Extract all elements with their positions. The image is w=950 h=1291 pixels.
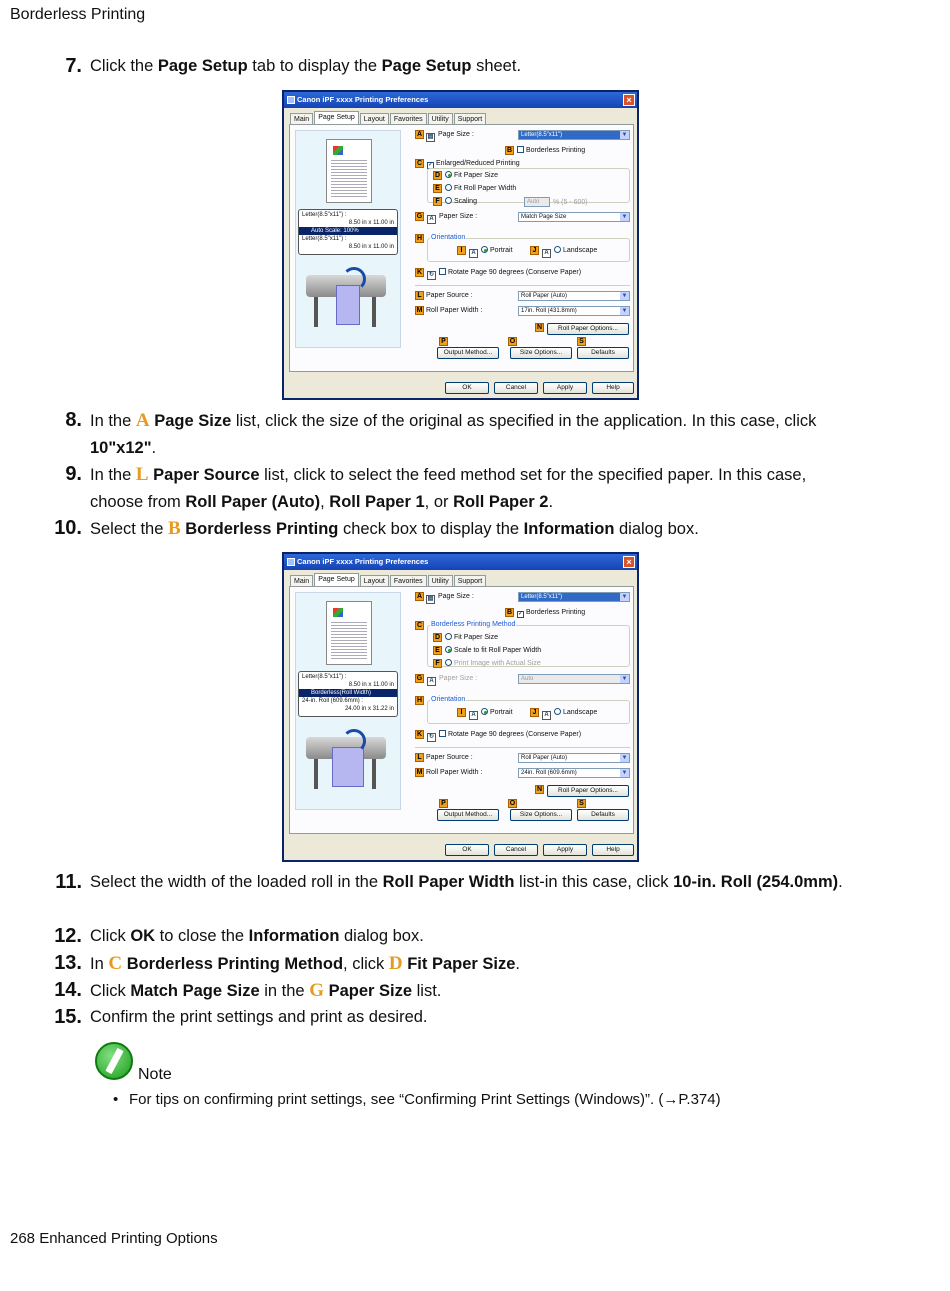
page-size-icon: ▤ [427,134,434,140]
landscape-icon: A [542,711,551,720]
callout-l: L [415,291,424,300]
paper-source-label: Paper Source : [426,292,473,299]
ok-button[interactable]: OK [445,382,489,394]
landscape-radio[interactable]: A Landscape [542,708,597,720]
step-number: 9. [65,463,82,485]
callout-m: M [416,307,423,314]
tab-favorites[interactable]: Favorites [390,575,427,586]
rotate-checkbox[interactable]: ↻ Rotate Page 90 degrees (Conserve Paper) [428,269,582,278]
ok-button[interactable]: OK [445,844,489,856]
callout-g: G [416,213,423,220]
callout-i: I [457,246,466,255]
callout-e: E [433,184,442,193]
portrait-radio[interactable]: A Portrait [469,246,513,258]
callout-p: P [439,799,448,808]
paper-size-label: A Paper Size : [427,674,477,686]
callout-n: N [536,324,543,331]
scaling-range: % (5 - 600) [553,199,588,206]
step-text: Confirm the print settings and print as desired. [90,1008,428,1026]
dialog-title-bar [284,92,637,108]
tab-strip [290,112,487,124]
step-text: In C Borderless Printing Method, click D Fit Paper Size. [90,953,521,974]
callout-b: B [506,147,513,154]
borderless-method-title: Borderless Printing Method [431,621,516,628]
tab-utility[interactable]: Utility [428,113,453,124]
cancel-button[interactable]: Cancel [494,382,538,394]
chevron-down-icon: ▼ [621,770,628,776]
borderless-checkbox[interactable]: ✓ Borderless Printing [518,609,586,617]
step-number: 14. [54,979,82,1001]
chevron-down-icon: ▼ [621,308,628,314]
callout-k: K [416,731,423,738]
preview-pane [295,592,401,810]
page-footer: 268 Enhanced Printing Options [10,1230,218,1247]
help-button[interactable]: Help [592,844,634,856]
roll-paper-options-button[interactable]: Roll Paper Options... [547,323,629,335]
actual-size-radio[interactable]: Print Image with Actual Size [445,659,541,668]
callout-s: S [577,799,586,808]
note-link-text[interactable]: For tips on confirming print settings, see “Confirming Print Settings (Windows)”. (→P.374) [129,1091,721,1108]
size-info-box: Letter(8.5"x11") : 8.50 in x 11.00 in Auto Scale: 100% Letter(8.5"x11") : 8.50 in x 11.00 in [298,209,398,255]
defaults-button[interactable]: Defaults [577,347,629,359]
step-text: Click the Page Setup tab to display the Page Setup sheet. [90,57,522,75]
callout-o: O [509,338,516,345]
callout-l: L [415,753,424,762]
callout-a: A [416,593,423,600]
paper-source-label: Paper Source : [426,754,473,761]
step-number: 12. [54,925,82,947]
printer-illustration [306,725,394,795]
printing-preferences-dialog-1 [282,90,639,400]
step-text: Click Match Page Size in the G Paper Size list. [90,980,442,1001]
portrait-radio[interactable]: A Portrait [469,708,513,720]
enlarged-reduced-checkbox[interactable]: ✓ Enlarged/Reduced Printing [428,160,520,168]
callout-m: M [416,769,423,776]
roll-paper-options-button[interactable]: Roll Paper Options... [547,785,629,797]
tab-main[interactable]: Main [290,575,313,586]
fit-roll-width-radio[interactable]: Fit Roll Paper Width [445,184,516,193]
callout-k: K [416,269,423,276]
dialog-title: Canon iPF xxxx Printing Preferences [297,557,429,566]
tab-favorites[interactable]: Favorites [390,113,427,124]
size-options-button[interactable]: Size Options... [510,347,572,359]
callout-i: I [457,708,466,717]
note-item: • For tips on confirming print settings, see “Confirming Print Settings (Windows)”. (→P.374) [113,1091,721,1108]
feed-arrow-icon [342,267,366,291]
callout-a: A [416,131,423,138]
roll-paper-width-label: Roll Paper Width : [426,769,483,776]
orientation-title: Orientation [431,234,466,241]
step-number: 15. [54,1006,82,1028]
preview-pane [295,130,401,348]
portrait-icon: A [469,711,478,720]
apply-button[interactable]: Apply [543,382,587,394]
size-info-box: Letter(8.5"x11") : 8.50 in x 11.00 in Borderless(Roll Width) 24-in. Roll (609.6mm) : 24.00 in x 31.22 in [298,671,398,717]
note-title: Note [138,1066,172,1083]
printer-app-icon [287,558,295,566]
scale-roll-width-radio[interactable]: Scale to fit Roll Paper Width [445,646,541,655]
tab-strip [290,574,487,586]
paper-size-icon: A [427,677,436,686]
printer-app-icon [287,96,295,104]
pencil-note-icon [95,1042,133,1080]
step-text: Select the B Borderless Printing check box to display the Information dialog box. [90,518,699,539]
rotate-checkbox[interactable]: ↻ Rotate Page 90 degrees (Conserve Paper) [428,731,582,740]
page-size-select[interactable]: Letter(8.5"x11") ▼ [518,592,630,602]
chevron-down-icon: ▼ [621,594,628,600]
paper-source-select[interactable]: Roll Paper (Auto) ▼ [518,753,630,763]
close-icon[interactable]: × [623,556,635,568]
step-number: 13. [54,952,82,974]
step-text: Click OK to close the Information dialog box. [90,927,424,945]
paper-preview [326,139,372,203]
callout-j: J [530,708,539,717]
apply-button[interactable]: Apply [543,844,587,856]
step-text: Select the width of the loaded roll in the Roll Paper Width list-in this case, click 10-in. Roll (254.0mm). [90,873,843,891]
paper-source-select[interactable]: Roll Paper (Auto) ▼ [518,291,630,301]
scaling-radio[interactable]: Scaling [445,197,477,206]
callout-d: D [434,172,441,179]
step-text: In the L Paper Source list, click to select the feed method set for the specified paper. In this case, choose from Roll Paper (Auto), Roll Paper 1, or Roll Paper 2. [90,464,807,511]
dialog-title: Canon iPF xxxx Printing Preferences [297,95,429,104]
roll-paper-width-select[interactable]: 17in. Roll (431.8mm) ▼ [518,306,630,316]
chevron-down-icon: ▼ [621,132,628,138]
output-method-button[interactable]: Output Method... [437,347,499,359]
scale-info: Auto Scale: 100% [299,227,397,235]
callout-h: H [416,235,423,242]
tab-page-setup[interactable]: Page Setup [314,111,359,124]
page-size-select[interactable]: Letter(8.5"x11") ▼ [518,130,630,140]
tab-main[interactable]: Main [290,113,313,124]
running-head: Borderless Printing [10,6,146,23]
borderless-checkbox[interactable]: Borderless Printing [517,146,585,155]
callout-e: E [433,646,442,655]
portrait-icon: A [469,249,478,258]
callout-f: F [433,197,442,206]
callout-h: H [416,697,423,704]
roll-paper-width-label: Roll Paper Width : [426,307,483,314]
tab-support[interactable]: Support [454,113,487,124]
callout-c: C [416,160,423,167]
chevron-down-icon: ▼ [621,676,628,682]
step-number: 8. [65,409,82,431]
callout-j: J [530,246,539,255]
tab-layout[interactable]: Layout [360,575,389,586]
fit-paper-size-radio[interactable]: Fit Paper Size [445,171,498,180]
page-size-label: ▤ Page Size : [427,131,474,140]
callout-o: O [509,800,516,807]
callout-p: P [439,337,448,346]
roll-paper-width-select[interactable]: 24in. Roll (609.6mm) ▼ [518,768,630,778]
defaults-button[interactable]: Defaults [577,809,629,821]
close-icon[interactable]: × [623,94,635,106]
paper-size-icon: A [427,215,436,224]
cancel-button[interactable]: Cancel [494,844,538,856]
tab-utility[interactable]: Utility [428,575,453,586]
orientation-title: Orientation [431,696,466,703]
callout-f: F [433,659,442,668]
paper-size-label: A Paper Size : [427,212,477,224]
dialog-title-bar [284,554,637,570]
page-setup-sheet [289,586,634,834]
callout-n: N [536,786,543,793]
size-options-button[interactable]: Size Options... [510,809,572,821]
scaling-input[interactable]: Auto [524,197,550,207]
step-number: 10. [54,517,82,539]
callout-s: S [577,337,586,346]
help-button[interactable]: Help [592,382,634,394]
step-text: In the A Page Size list, click the size of the original as specified in the application. In this case, click 10"x12". [90,410,817,457]
tab-page-setup[interactable]: Page Setup [314,573,359,586]
feed-arrow-icon [342,729,366,753]
callout-g: G [416,675,423,682]
callout-d: D [434,634,441,641]
tab-support[interactable]: Support [454,575,487,586]
step-number: 7. [65,55,82,77]
chevron-down-icon: ▼ [621,755,628,761]
page-size-label: ▤ Page Size : [427,593,474,602]
step-number: 11. [55,871,82,893]
callout-c: C [416,622,423,629]
printer-illustration [306,263,394,333]
callout-b: B [506,609,513,616]
paper-size-select[interactable]: Match Page Size ▼ [518,212,630,222]
output-method-button[interactable]: Output Method... [437,809,499,821]
scale-info: Borderless(Roll Width) [299,689,397,697]
page-setup-sheet [289,124,634,372]
page-size-icon: ▤ [427,596,434,602]
printing-preferences-dialog-2 [282,552,639,862]
paper-preview [326,601,372,665]
rotate-page-icon: ↻ [428,272,435,278]
rotate-page-icon: ↻ [428,734,435,740]
paper-size-select[interactable]: Auto ▼ [518,674,630,684]
landscape-radio[interactable]: A Landscape [542,246,597,258]
landscape-icon: A [542,249,551,258]
tab-layout[interactable]: Layout [360,113,389,124]
chevron-down-icon: ▼ [621,293,628,299]
fit-paper-size-radio[interactable]: Fit Paper Size [445,633,498,642]
chevron-down-icon: ▼ [621,214,628,220]
